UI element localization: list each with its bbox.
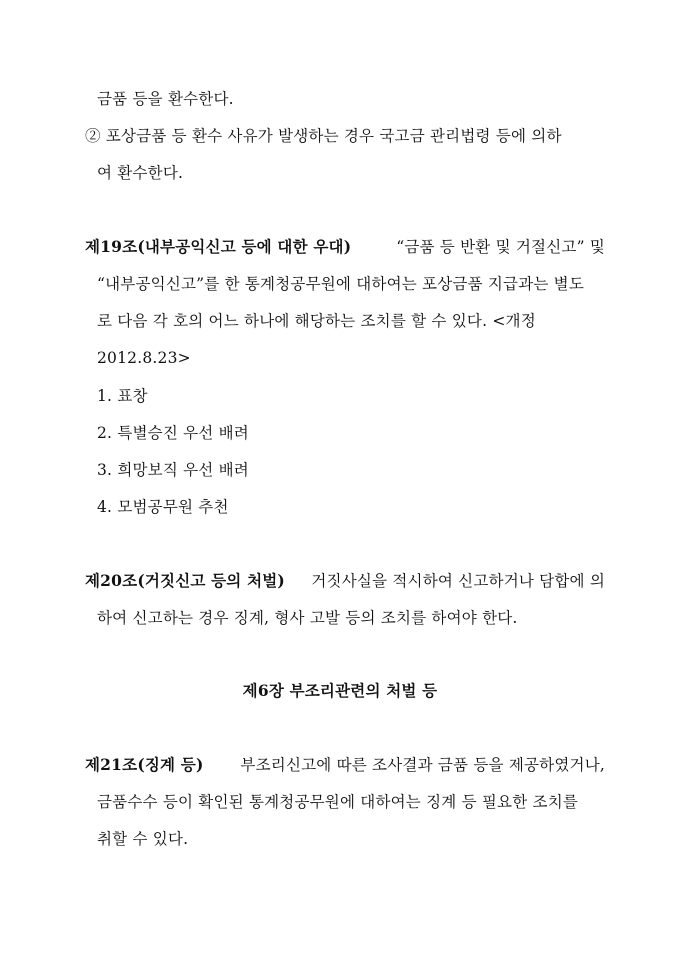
paragraph-line: “내부공익신고”를 한 통계청공무원에 대하여는 포상금품 지급과는 별도 xyxy=(97,275,585,293)
paragraph-line: 로 다음 각 호의 어느 하나에 해당하는 조치를 할 수 있다. <개정 xyxy=(97,312,536,330)
paragraph-line: 여 환수한다. xyxy=(97,164,184,182)
paragraph-line: 금품수수 등이 확인된 통계청공무원에 대하여는 징계 등 필요한 조치를 xyxy=(97,793,579,811)
article-21-text: 부조리신고에 따른 조사결과 금품 등을 제공하였거나, xyxy=(240,756,605,774)
list-item: 2. 특별승진 우선 배려 xyxy=(97,424,249,442)
paragraph-line: 금품 등을 환수한다. xyxy=(97,90,234,108)
chapter-heading: 제6장 부조리관련의 처벌 등 xyxy=(242,681,438,700)
paragraph-line: 하여 신고하는 경우 징계, 형사 고발 등의 조치를 하여야 한다. xyxy=(97,609,518,627)
list-item: 3. 희망보직 우선 배려 xyxy=(97,461,249,479)
amendment-date: 2012.8.23> xyxy=(97,349,191,367)
list-item: 1. 표창 xyxy=(97,387,148,405)
article-20-heading: 제20조(거짓신고 등의 처벌) xyxy=(85,571,285,590)
article-19-first-line xyxy=(85,236,605,258)
article-19-text: “금품 등 반환 및 거절신고” 및 xyxy=(396,238,605,256)
article-19-heading: 제19조(내부공익신고 등에 대한 우대) xyxy=(85,237,352,256)
article-20-first-line xyxy=(85,570,605,592)
article-21-first-line xyxy=(85,754,605,776)
article-21-heading: 제21조(징계 등) xyxy=(85,755,204,774)
paragraph-line: ② 포상금품 등 환수 사유가 발생하는 경우 국고금 관리법령 등에 의하 xyxy=(85,127,562,145)
article-20-text: 거짓사실을 적시하여 신고하거나 담합에 의 xyxy=(311,572,605,590)
list-item: 4. 모범공무원 추천 xyxy=(97,498,229,516)
paragraph-line: 취할 수 있다. xyxy=(97,830,189,848)
